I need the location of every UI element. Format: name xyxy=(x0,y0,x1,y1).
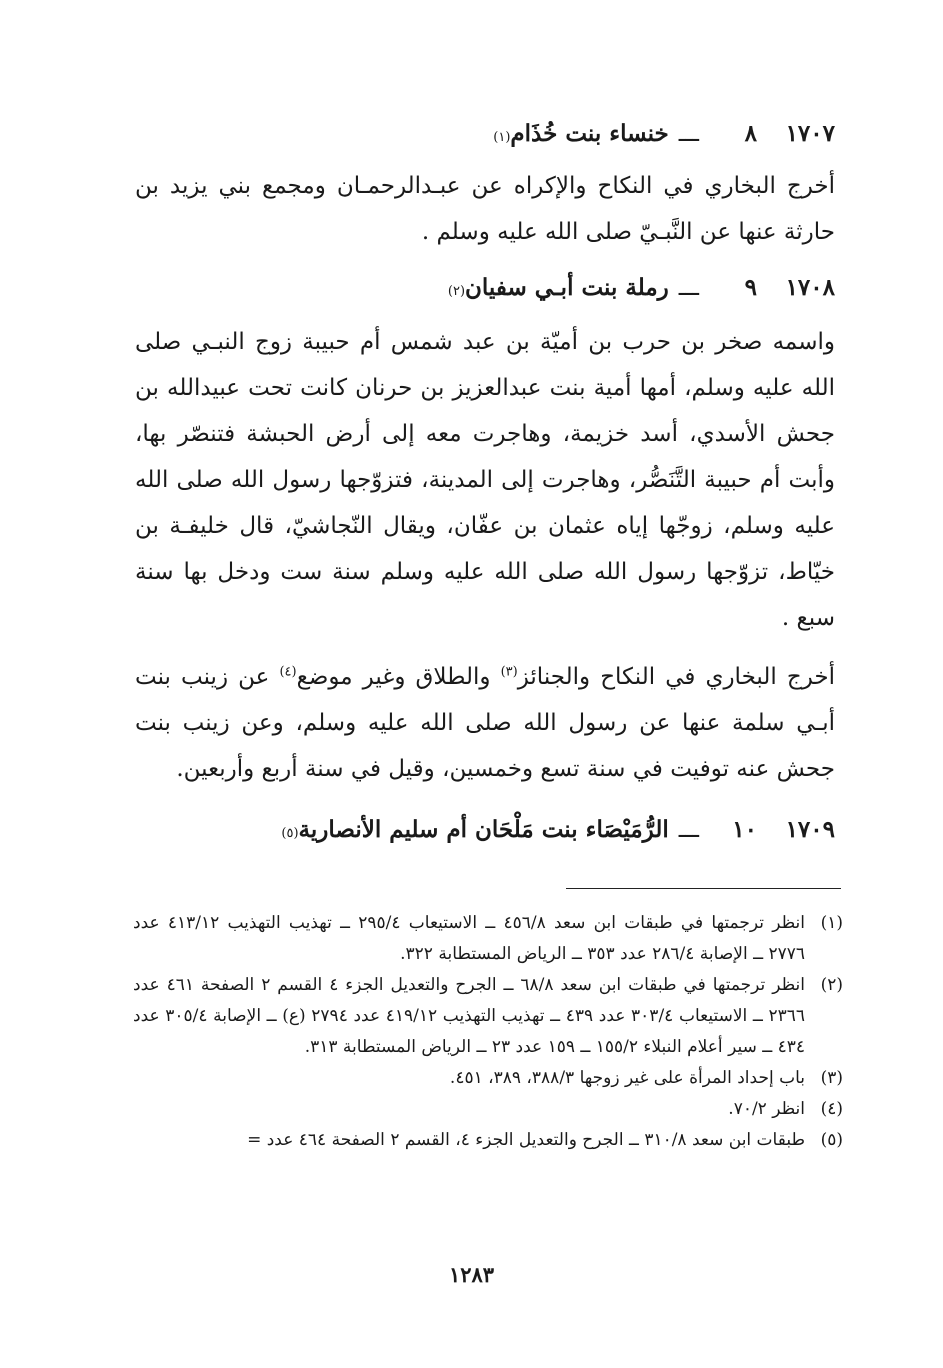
footnote xyxy=(133,970,843,1063)
entry-paragraph: واسمه صخر بن حرب بن أميّة بن عبد شمس أم حبيبة زوج النبـي صلى الله عليه وسلم، أمها أمية بنت عبدالعزيز بن حرنان كانت تحت عبيدالله بن جحش الأسدي، أسد خزيمة، وهاجرت معه إلى أرض الحبشة فتنصّر بها، وأبت أم حبيبة التَّنَصُّر، وهاجرت إلى المدينة، فتزوّجها رسول الله صلى الله عليه وسلم، زوجّها إياه عثمان بن عفّان، ويقال النّجاشيّ، قال خليفـة بن خيّاط، تزوّجها رسول الله صلى الله عليه وسلم سنة ست ودخل بها سنة سبع . xyxy=(135,329,835,631)
entry-heading: ١٧٠٧ ٨ ـــ خنساء بنت خُذَام (١) xyxy=(125,118,835,150)
entry-paragraph xyxy=(135,654,835,792)
paragraph-text: أخرج البخاري في النكاح والجنائز xyxy=(517,664,835,690)
footnote-marker: (٣) xyxy=(820,1068,843,1088)
entry-dash: ـــ xyxy=(678,275,699,301)
footnote-divider xyxy=(566,888,841,889)
entry-sub-number: ١٠ xyxy=(732,816,757,843)
footnote-marker: (٢) xyxy=(820,975,843,995)
entry-dash: ـــ xyxy=(678,121,699,147)
entry-name: الرُّمَيْصَاء بنت مَلْحَان أم سليم الأنصارية xyxy=(298,816,669,843)
entry-heading: ١٧٠٩ ١٠ ـــ الرُّمَيْصَاء بنت مَلْحَان أم سليم الأنصارية (٥) xyxy=(125,814,835,846)
entry-sub-number: ٨ xyxy=(744,120,757,147)
page-number: ١٢٨٣ xyxy=(448,1262,495,1287)
entry-name: رملة بنت أبـي سفيان xyxy=(465,274,669,301)
footnote-text: انظر ترجمتها في طبقات ابن سعد ٦٨/٨ ــ الجرح والتعديل الجزء ٤ القسم ٢ الصفحة ٤٦١ عدد ٢٣٦٦ ــ الاستيعاب ٣٠٣/٤ عدد ٤٣٩ ــ تهذيب التهذيب ٤١٩/١٢ عدد ٢٧٩٤ (ع) ــ الإصابة ٣٠٥/٤ عدد ٤٣٤ ــ سير أعلام النبلاء ١٥٥/٢ ــ ١٥٩ عدد ٢٣ ــ الرياض المستطابة ٣١٣. xyxy=(133,975,806,1057)
paragraph-text: والطلاق وغير موضع xyxy=(296,664,501,690)
footnote-text: طبقات ابن سعد ٣١٠/٨ ــ الجرح والتعديل الجزء ٤، القسم ٢ الصفحة ٤٦٤ عدد = xyxy=(247,1130,805,1150)
footnote-marker: (٥) xyxy=(820,1130,843,1150)
entry-number: ١٧٠٨ xyxy=(785,274,835,301)
footnote-marker: (١) xyxy=(820,913,843,933)
footnote-marker: (٤) xyxy=(820,1099,843,1119)
entry-number: ١٧٠٧ xyxy=(785,120,835,147)
entry-paragraph: أخرج البخاري في النكاح والإكراه عن عبـدالرحمـان ومجمع بني يزيد بن حارثة عنها عن النَّبـيّ صلى الله عليه وسلم . xyxy=(135,173,835,245)
footnote-ref: (٤) xyxy=(279,664,297,680)
footnote xyxy=(133,1094,843,1125)
footnote-text: باب إحداد المرأة على غير زوجها ٣٨٨/٣، ٣٨٩، ٤٥١. xyxy=(449,1068,805,1088)
entry-sub-number: ٩ xyxy=(744,274,757,301)
footnote xyxy=(133,908,843,970)
footnote-text: انظر ٧٠/٢. xyxy=(728,1099,805,1119)
footnotes xyxy=(133,908,843,1156)
entry-heading: ١٧٠٨ ٩ ـــ رملة بنت أبـي سفيان (٢) xyxy=(125,272,835,304)
footnote-ref: (٣) xyxy=(500,664,518,680)
footnote-text: انظر ترجمتها في طبقات ابن سعد ٤٥٦/٨ ــ الاستيعاب ٢٩٥/٤ ــ تهذيب التهذيب ٤١٣/١٢ عدد ٢٧٧٦ ــ الإصابة ٢٨٦/٤ عدد ٣٥٣ ــ الرياض المستطابة ٣٢٢. xyxy=(133,913,805,964)
entry-number: ١٧٠٩ xyxy=(785,816,835,843)
paragraph-text: عن زينب بنت أبـي سلمة عنها عن رسول الله صلى الله عليه وسلم، وعن زينب بنت جحش عنه توفيت في سنة تسع وخمسين، وقيل في سنة أربع وأربعين. xyxy=(135,664,835,782)
entry-name: خنساء بنت خُذَام xyxy=(510,120,669,147)
footnote xyxy=(133,1125,843,1156)
footnote xyxy=(133,1063,843,1094)
entry-dash: ـــ xyxy=(678,817,699,843)
